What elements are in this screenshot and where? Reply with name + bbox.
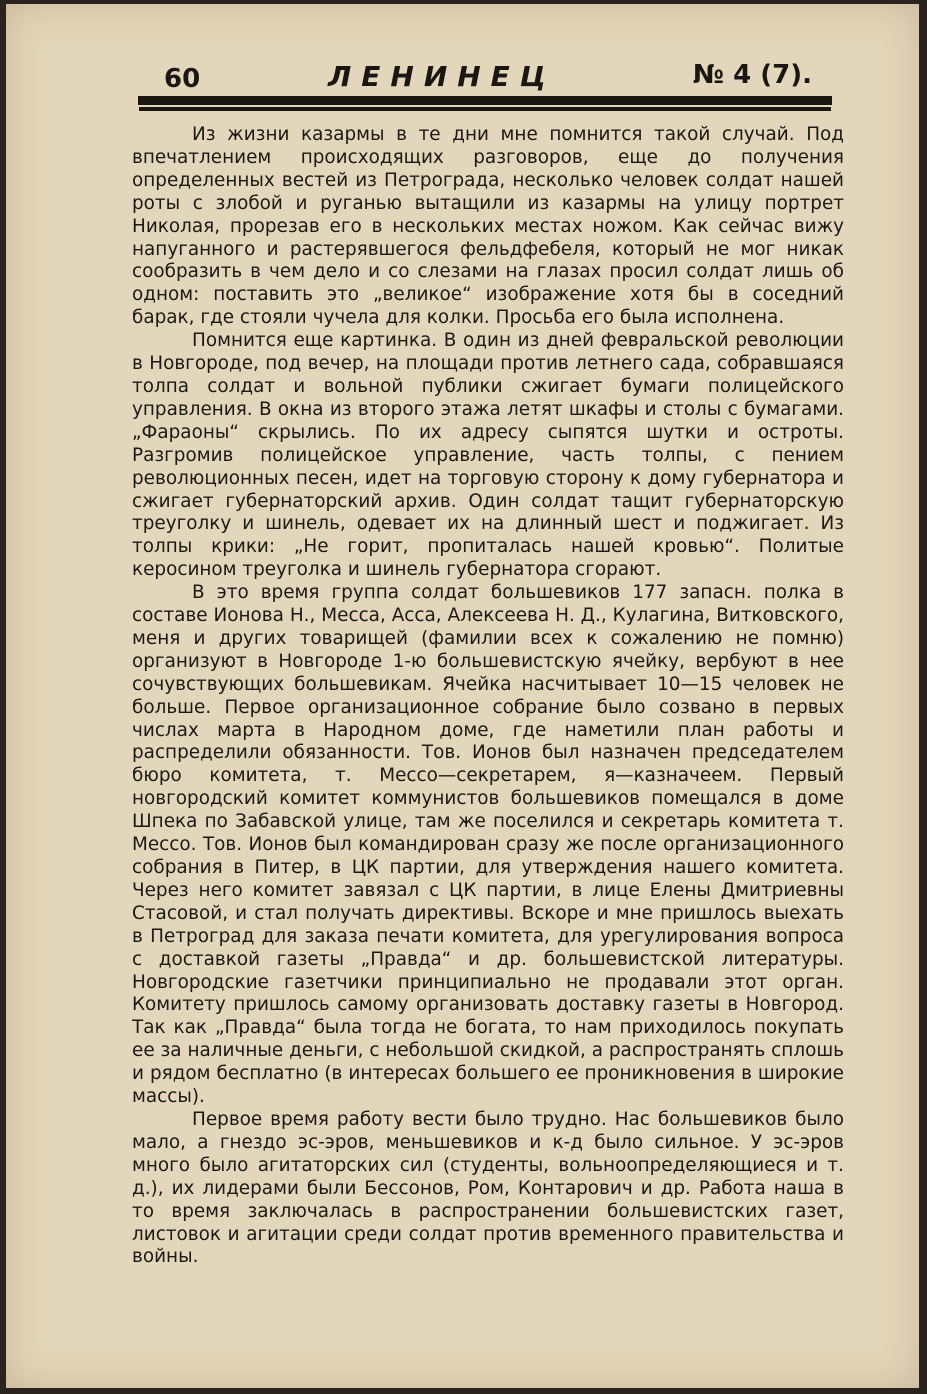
paragraph: Из жизни казармы в те дни мне помнится такой случай. Под впечатлением происходящих разговоров, еще до получения определенных вестей из Петрограда, несколько человек солдат нашей роты с злобой и руганью вытащили из казармы на улицу портрет Николая, прорезав его в нескольких местах ножом. Как сейчас вижу напуганного и растерявшегося фельдфебеля, который не мог никак сообразить в чем дело и со слезами на глазах просил солдат лишь об одном: поставить это „великое“ изображение хотя бы в соседний барак, где стояли чучела для колки. Просьба его была исполнена. <box>132 124 844 329</box>
paragraph: Первое время работу вести было трудно. Нас большевиков было мало, а гнездо эс-эров, меньшевиков и к-д было сильное. У эс-эров много было агитаторских сил (студенты, вольноопределяющиеся и т. д.), их лидерами были Бессонов, Ром, Контарович и др. Работа наша в то время заключалась в распространении большевистских газет, листовок и агитации среди солдат против временного правительства и войны. <box>132 1108 844 1268</box>
article-body <box>132 124 844 1269</box>
journal-page <box>6 4 919 1388</box>
paragraph: В это время группа солдат большевиков 177 запасн. полка в составе Ионова Н., Месса, Асса, Алексеева Н. Д., Кулагина, Витковского, меня и других товарищей (фамилии всех к сожалению не помню) организуют в Новгороде 1-ю большевистскую ячейку, вербуют в нее сочувствующих большевикам. Ячейка насчитывает 10—15 человек не больше. Первое организационное собрание было созвано в первых числах марта в Народном доме, где наметили план работы и распределили обязанности. Тов. Ионов был назначен председателем бюро комитета, т. Мессо—секретарем, я—казначеем. Первый новгородский комитет коммунистов большевиков помещался в доме Шпека по Забавской улице, там же поселился и секретарь комитета т. Мессо. Тов. Ионов был командирован сразу же после организационного собрания в Питер, в ЦК партии, для утверждения нашего комитета. Через него комитет завязал с ЦК партии, в лице Елены Дмитриевны Стасовой, и стал получать директивы. Вскоре и мне пришлось выехать в Петроград для заказа печати комитета, для урегулирования вопроса с доставкой газеты „Правда“ и др. большевистской литературы. Новгородские газетчики принципиально не продавали этот орган. Комитету пришлось самому организовать доставку газеты в Новгород. Так как „Правда“ была тогда не богата, то нам приходилось покупать ее за наличные деньги, с небольшой скидкой, а распространять сплошь и рядом бесплатно (в интересах большего ее проникновения в широкие массы). <box>132 582 844 1108</box>
journal-title: ЛЕНИНЕЦ <box>328 60 556 93</box>
page-number: 60 <box>164 64 201 94</box>
header-rule <box>138 96 832 107</box>
paragraph: Помнится еще картинка. В один из дней февральской революции в Новгороде, под вечер, на площади против летнего сада, собравшаяся толпа солдат и вольной публики сжигает бумаги полицейского управления. В окна из второго этажа летят шкафы и столы с бумагами. „Фараоны“ скрылись. По их адресу сыпятся шутки и остроты. Разгромив полицейское управление, часть толпы, с пением революционных песен, идет на торговую сторону к дому губернатора и сжигает губернаторский архив. Один солдат тащит губернаторскую треуголку и шинель, одевает их на длинный шест и поджигает. Из толпы крики: „Не горит, пропиталась нашей кровью“. Политые керосином треуголка и шинель губернатора сгорают. <box>132 330 844 581</box>
running-header <box>156 56 836 100</box>
issue-number: № 4 (7). <box>692 60 812 90</box>
